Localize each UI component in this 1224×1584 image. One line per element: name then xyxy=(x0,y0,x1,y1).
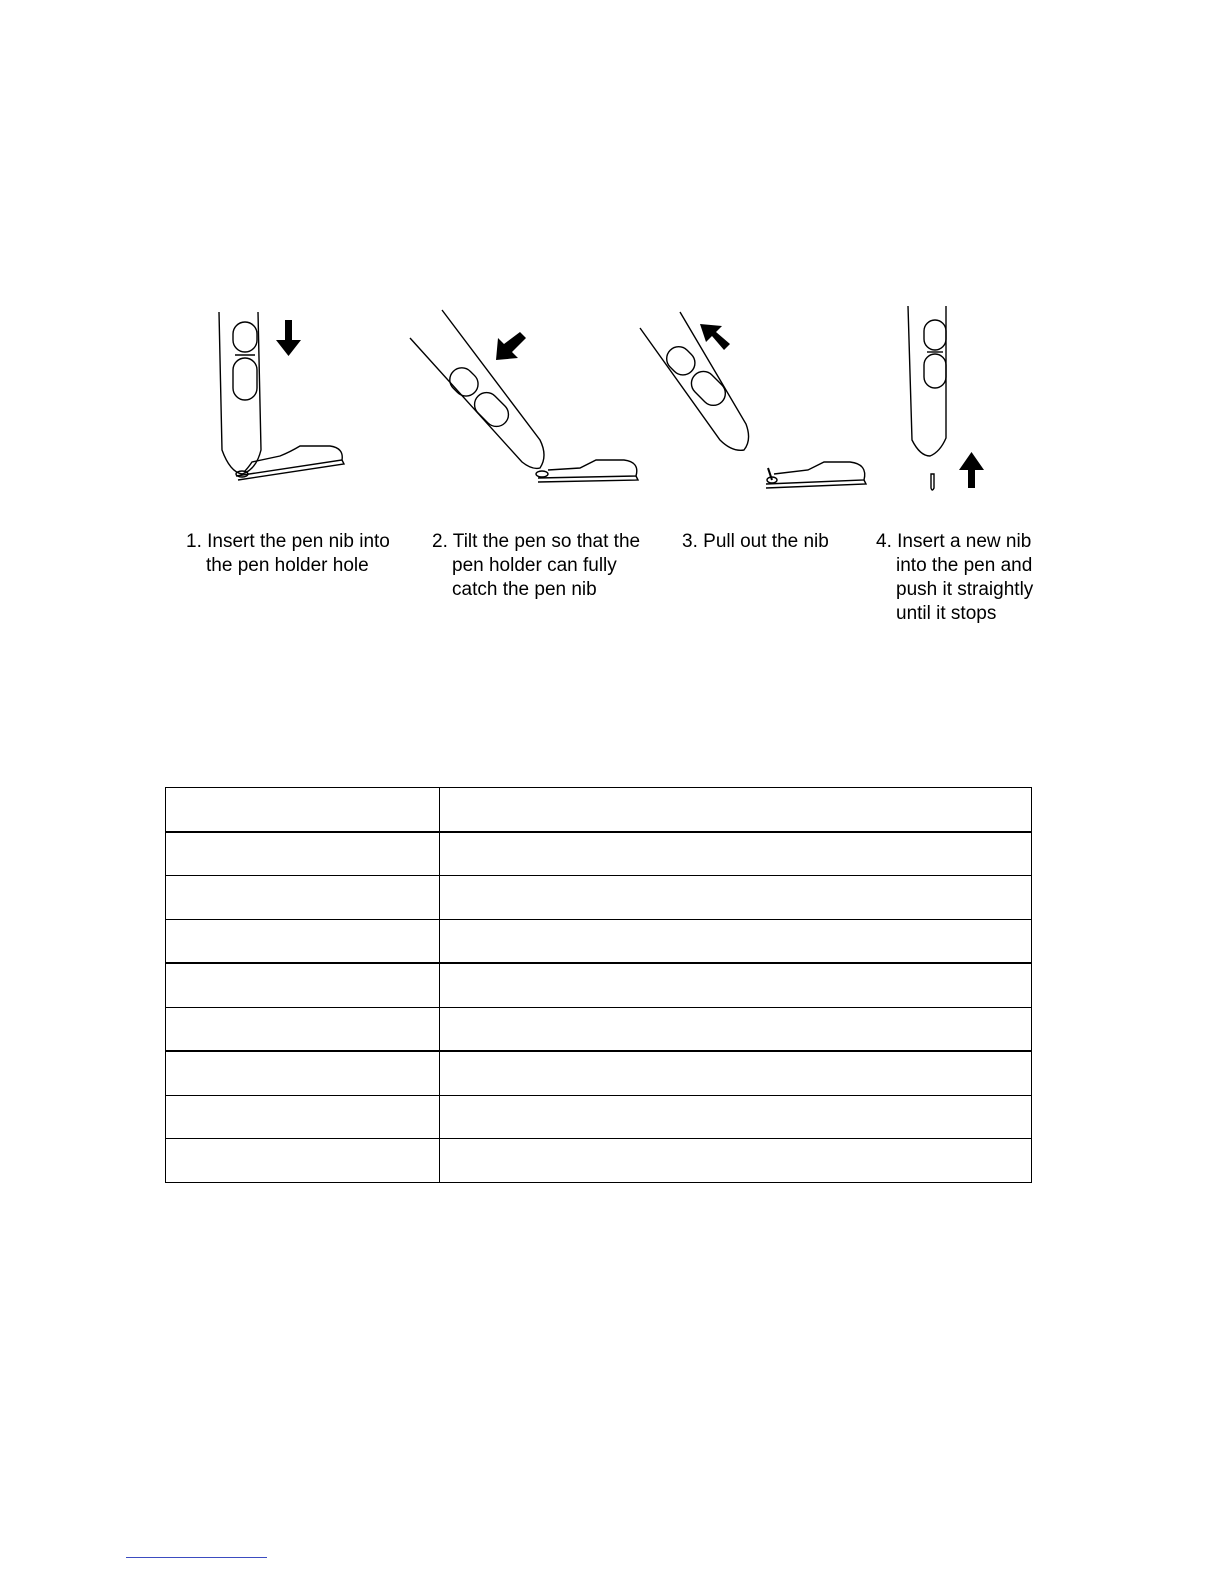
table-row xyxy=(166,1095,1032,1139)
caption-line: catch the pen nib xyxy=(452,579,597,600)
table-cell xyxy=(440,876,1032,920)
table-cell xyxy=(166,832,440,876)
step-number: 1. xyxy=(186,531,202,552)
nib-icon xyxy=(931,474,934,490)
down-arrow-icon xyxy=(276,320,301,356)
table-row xyxy=(166,788,1032,832)
caption-line: until it stops xyxy=(896,603,997,624)
table-cell xyxy=(440,1007,1032,1051)
table-cell xyxy=(166,876,440,920)
table-row xyxy=(166,1051,1032,1095)
specifications-table xyxy=(165,787,1032,1183)
table-cell xyxy=(440,832,1032,876)
table-cell xyxy=(440,919,1032,963)
table-cell xyxy=(440,1139,1032,1183)
caption-line: Insert a new nib xyxy=(897,531,1032,552)
table-row xyxy=(166,1007,1032,1051)
table-row xyxy=(166,963,1032,1007)
step2-drawing xyxy=(410,310,638,482)
table-cell xyxy=(166,1007,440,1051)
table-cell xyxy=(166,919,440,963)
down-left-arrow-icon xyxy=(496,332,526,360)
step-2-caption xyxy=(432,530,662,602)
table-cell xyxy=(440,963,1032,1007)
up-arrow-icon xyxy=(959,452,984,488)
footnote-rule xyxy=(126,1557,267,1558)
step-number: 3. xyxy=(682,531,698,552)
table-cell xyxy=(166,963,440,1007)
table-row xyxy=(166,876,1032,920)
step-number: 4. xyxy=(876,531,892,552)
step-1-caption xyxy=(186,530,416,578)
table-row xyxy=(166,919,1032,963)
table-cell xyxy=(440,788,1032,832)
step3-drawing xyxy=(640,312,866,488)
table-cell xyxy=(166,1051,440,1095)
table-cell xyxy=(440,1095,1032,1139)
step4-drawing xyxy=(908,306,984,490)
up-right-arrow-icon xyxy=(700,324,730,350)
table-row xyxy=(166,832,1032,876)
table-cell xyxy=(166,788,440,832)
caption-line: Tilt the pen so that the xyxy=(452,531,641,552)
nib-replacement-illustration xyxy=(160,290,1060,510)
caption-line: into the pen and xyxy=(896,555,1033,576)
step-3-caption xyxy=(682,530,882,554)
caption-line: Pull out the nib xyxy=(703,531,829,552)
step-number: 2. xyxy=(432,531,448,552)
table-cell xyxy=(440,1051,1032,1095)
caption-line: pen holder can fully xyxy=(452,555,617,576)
table-row xyxy=(166,1139,1032,1183)
caption-line: the pen holder hole xyxy=(206,555,369,576)
table-cell xyxy=(166,1139,440,1183)
table-cell xyxy=(166,1095,440,1139)
caption-line: Insert the pen nib into xyxy=(207,531,390,552)
step-4-caption xyxy=(876,530,1076,626)
step1-drawing xyxy=(219,312,344,480)
caption-line: push it straightly xyxy=(896,579,1034,600)
